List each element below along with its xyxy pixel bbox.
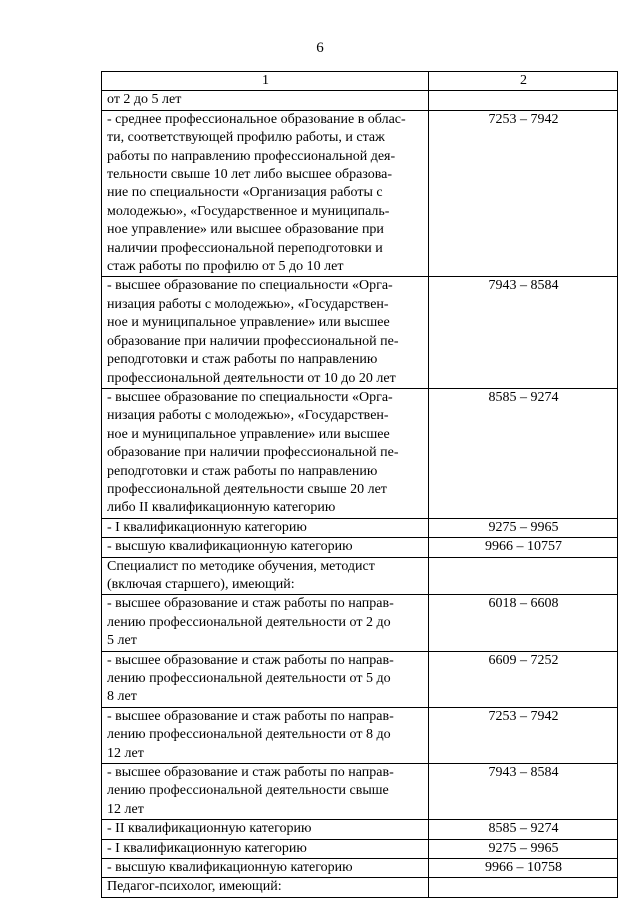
qualification-cell: - высшее образование и стаж работы по направ- лению профессиональной деятельности от 8 до 12 лет [102,707,429,763]
salary-range-cell: 6018 – 6608 [429,595,618,651]
column-header-2: 2 [429,72,618,91]
table-row [102,110,618,277]
salary-range-cell: 8585 – 9274 [429,820,618,839]
salary-range-cell: 7253 – 7942 [429,707,618,763]
table-row [102,764,618,820]
table-row [102,91,618,110]
table-row [102,859,618,878]
table-row [102,595,618,651]
qualification-cell: - I квалификационную категорию [102,839,429,858]
salary-table-body [102,72,618,898]
salary-range-cell: 7943 – 8584 [429,764,618,820]
qualification-cell: - I квалификационную категорию [102,518,429,537]
table-row [102,820,618,839]
column-header-1: 1 [102,72,429,91]
salary-range-cell [429,91,618,110]
table-row [102,538,618,557]
qualification-cell: - высшее образование и стаж работы по направ- лению профессиональной деятельности свыше 12 лет [102,764,429,820]
qualification-cell: Педагог-психолог, имеющий: [102,878,429,897]
qualification-cell: - высшее образование и стаж работы по направ- лению профессиональной деятельности от 5 до 8 лет [102,651,429,707]
table-row [102,518,618,537]
salary-range-cell [429,557,618,595]
qualification-cell: - высшее образование по специальности «Орга- низация работы с молодежью», «Государствен- ное и муниципальное управление» или высшее образование при наличии профессиональной пе- реподготовки и стаж работы по направлению профессиональной деятельности свыше 20 лет либо II квалификационную категорию [102,388,429,518]
qualification-cell: - высшую квалификационную категорию [102,859,429,878]
page-number: 6 [316,40,324,56]
salary-range-cell: 9275 – 9965 [429,839,618,858]
salary-range-cell: 9966 – 10758 [429,859,618,878]
table-row [102,388,618,518]
qualification-cell: - высшее образование по специальности «Орга- низация работы с молодежью», «Государствен- ное и муниципальное управление» или высшее образование при наличии профессиональной пе- реподготовки и стаж работы по направлению профессиональной деятельности от 10 до 20 лет [102,277,429,388]
salary-range-cell: 7943 – 8584 [429,277,618,388]
salary-range-cell: 9275 – 9965 [429,518,618,537]
salary-range-cell: 8585 – 9274 [429,388,618,518]
table-row [102,557,618,595]
qualification-cell: Специалист по методике обучения, методист (включая старшего), имеющий: [102,557,429,595]
salary-table [101,71,618,898]
salary-range-cell: 7253 – 7942 [429,110,618,277]
table-row [102,839,618,858]
table-header-row [102,72,618,91]
table-row [102,277,618,388]
salary-range-cell: 6609 – 7252 [429,651,618,707]
qualification-cell: - среднее профессиональное образование в облас- ти, соответствующей профилю работы, и стаж работы по направлению профессиональной дея- тельности свыше 10 лет либо высшее образова- ние по специальности «Организация работы с молодежью», «Государственное и муниципаль- ное управление» или высшее образование при наличии профессиональной переподготовки и стаж работы по профилю от 5 до 10 лет [102,110,429,277]
table-row [102,651,618,707]
salary-range-cell: 9966 – 10757 [429,538,618,557]
salary-range-cell [429,878,618,897]
qualification-cell: - высшее образование и стаж работы по направ- лению профессиональной деятельности от 2 до 5 лет [102,595,429,651]
qualification-cell: от 2 до 5 лет [102,91,429,110]
table-row [102,878,618,897]
qualification-cell: - II квалификационную категорию [102,820,429,839]
qualification-cell: - высшую квалификационную категорию [102,538,429,557]
table-row [102,707,618,763]
